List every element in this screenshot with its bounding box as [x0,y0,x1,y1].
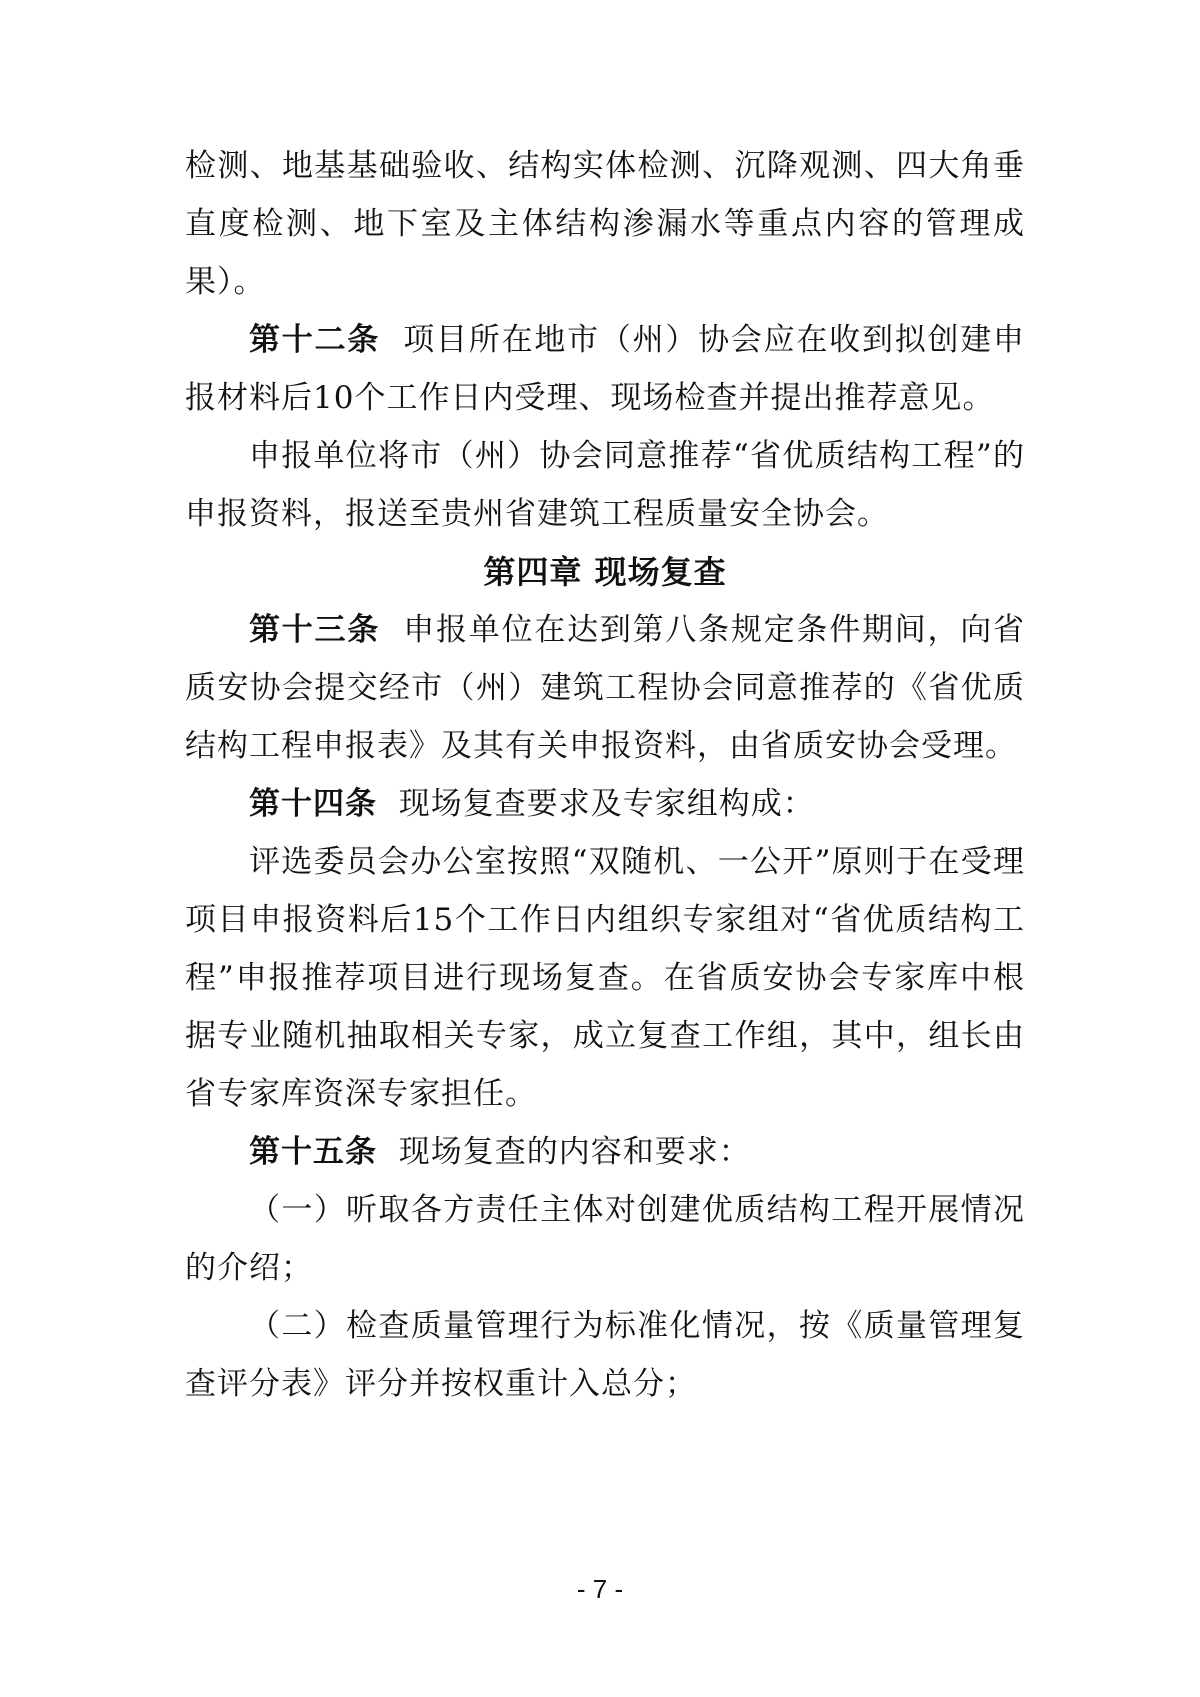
paragraph-text: 申报单位在达到第八条规定条件期间，向省质安协会提交经市（州）建筑工程协会同意推荐的《省优质结构工程申报表》及其有关申报资料，由省质安协会受理。 [185,612,1025,764]
paragraph-text: 评选委员会办公室按照“双随机、一公开”原则于在受理项目申报资料后15个工作日内组织专家组对“省优质结构工程”申报推荐项目进行现场复查。在省质安协会专家库中根据专业随机抽取相关专家，成立复查工作组，其中，组长由省专家库资深专家担任。 [185,844,1025,1112]
paragraph-submission [185,427,1025,543]
chapter-heading: 第四章 现场复查 [483,553,727,591]
list-item-2 [185,1297,1025,1413]
article-title: 第十三条 [249,612,381,648]
paragraph-text: （二）检查质量管理行为标准化情况，按《质量管理复查评分表》评分并按权重计入总分； [185,1308,1025,1402]
article-13 [185,601,1025,775]
article-title: 第十五条 [249,1134,377,1170]
paragraph-review-team [185,833,1025,1123]
paragraph-text: 现场复查要求及专家组构成： [398,786,815,822]
article-title: 第十四条 [249,786,377,822]
page-number: - 7 - [576,1574,624,1604]
list-item-1 [185,1181,1025,1297]
document-body [185,137,1025,1413]
article-14 [185,775,1025,833]
paragraph-text: 申报单位将市（州）协会同意推荐“省优质结构工程”的申报资料，报送至贵州省建筑工程质量安全协会。 [185,438,1025,532]
paragraph-continuation [185,137,1025,311]
article-title: 第十二条 [249,322,381,358]
article-15 [185,1123,1025,1181]
paragraph-text: 检测、地基基础验收、结构实体检测、沉降观测、四大角垂直度检测、地下室及主体结构渗漏水等重点内容的管理成果）。 [185,148,1025,300]
article-12 [185,311,1025,427]
paragraph-text: （一）听取各方责任主体对创建优质结构工程开展情况的介绍； [185,1192,1025,1286]
paragraph-text: 现场复查的内容和要求： [398,1134,751,1170]
paragraph-text: 项目所在地市（州）协会应在收到拟创建申报材料后10个工作日内受理、现场检查并提出推荐意见。 [185,322,1025,416]
